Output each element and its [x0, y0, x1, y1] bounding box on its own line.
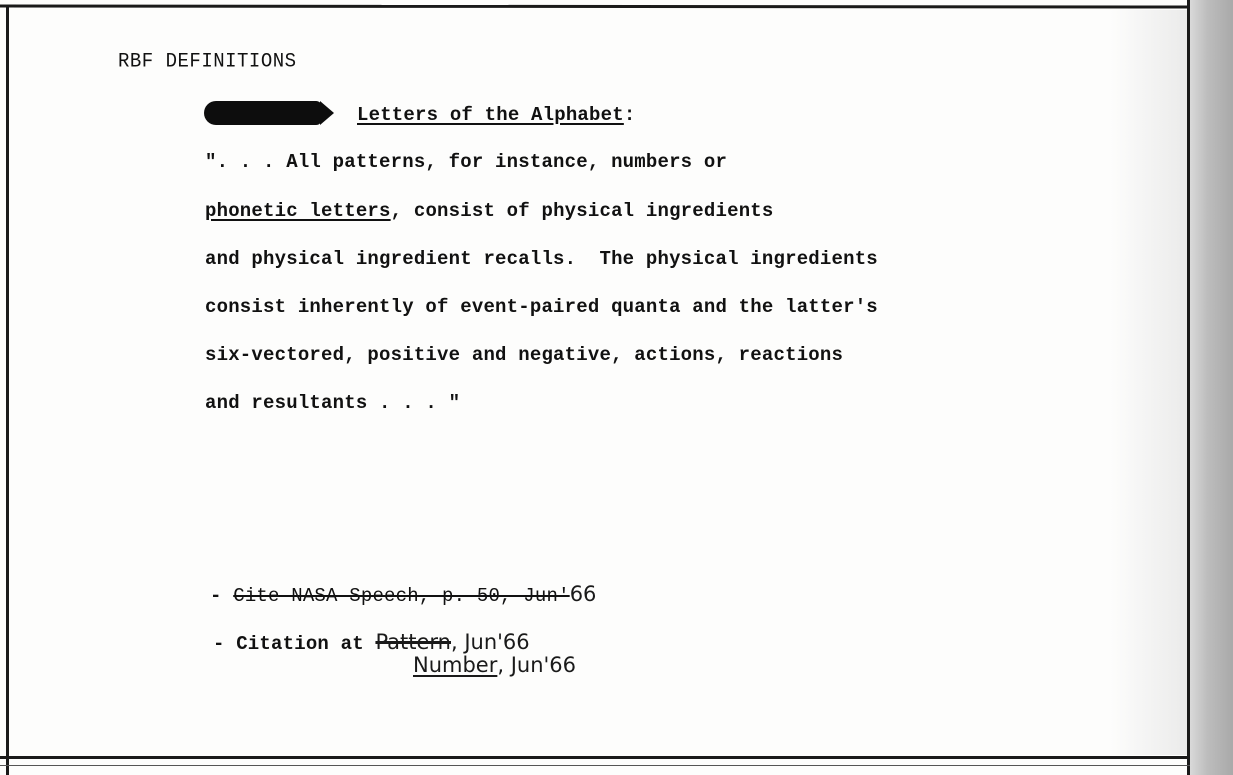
citation-2: [213, 630, 530, 655]
citation-2-date: , Jun'66: [451, 630, 530, 654]
quote-underlined-phrase: phonetic letters: [205, 200, 391, 222]
quote-line-5: six-vectored, positive and negative, actions, reactions: [205, 344, 844, 366]
redaction-mark: [204, 101, 322, 125]
bottom-border: [0, 756, 1190, 759]
citation-3-date: , Jun'66: [497, 653, 577, 677]
entry-title: [357, 104, 635, 126]
citation-3-word: Number: [413, 653, 498, 677]
citation-2-struck-word: Pattern: [375, 630, 451, 654]
quote-line-1: ". . . All patterns, for instance, numbers or: [205, 151, 728, 173]
citation-1-dash: -: [210, 585, 234, 607]
top-border: [0, 4, 1190, 8]
citation-1-handwritten: 66: [569, 582, 597, 606]
scan-edge: [1190, 0, 1233, 775]
citation-1-struck-text: Cite NASA Speech, p. 50, Jun': [233, 585, 570, 607]
quote-line-6: and resultants . . . ": [205, 392, 461, 414]
quote-line-4: consist inherently of event-paired quanta and the latter's: [205, 296, 878, 318]
page-shadow: [1110, 10, 1187, 755]
document-header: RBF DEFINITIONS: [118, 49, 297, 73]
entry-title-text: Letters of the Alphabet: [357, 104, 624, 126]
citation-2-prefix: - Citation at: [213, 633, 376, 655]
left-border: [6, 5, 9, 775]
citation-3: [413, 653, 576, 678]
quote-line-2-rest: , consist of physical ingredients: [390, 200, 774, 222]
bottom-edge-line: [0, 765, 1190, 766]
entry-title-colon: :: [623, 104, 636, 126]
quote-line-3: and physical ingredient recalls. The physical ingredients: [205, 248, 878, 270]
right-border: [1187, 0, 1190, 775]
citation-1: [210, 582, 596, 607]
quote-line-2: [205, 200, 774, 222]
